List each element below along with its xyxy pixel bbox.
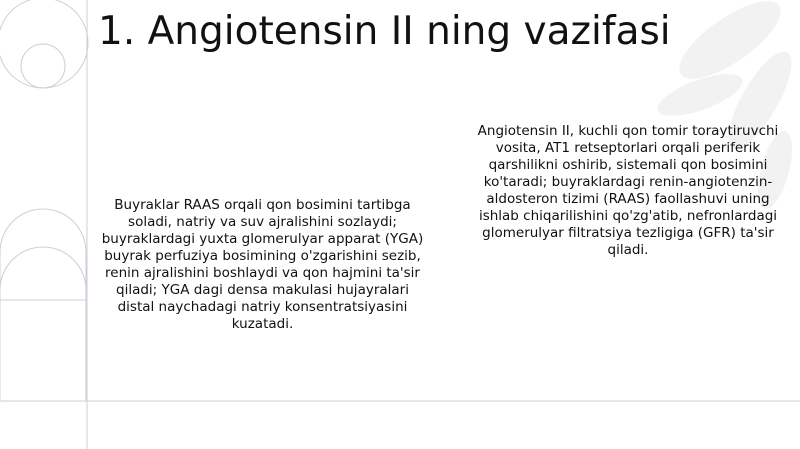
page-title: 1. Angiotensin II ning vazifasi [98, 9, 671, 54]
right-paragraph: Angiotensin II, kuchli qon tomir toraytiruvchi vosita, AT1 retseptorlari orqali periferik qarshilikni oshirib, sistemali qon bosimini ko'taradi; buyraklardagi renin-angiotenzin-aldosteron tizimi (RAAS) faollashuvi uning ishlab chiqarilishini qo'zg'atib, nefronlardagi glomerulyar filtratsiya tezligiga (GFR) ta'sir qiladi. [477, 123, 779, 258]
left-paragraph: Buyraklar RAAS orqali qon bosimini tartibga soladi, natriy va suv ajralishini sozlaydi; buyraklardagi yuxta glomerulyar apparat (YGA) buyrak perfuziya bosimining o'zgarishini sezib, renin ajralishini boshlaydi va qon hajmini ta'sir qiladi; YGA dagi densa makulasi hujayralari distal naychadagi natriy konsentratsiyasini kuzatadi. [101, 197, 424, 332]
